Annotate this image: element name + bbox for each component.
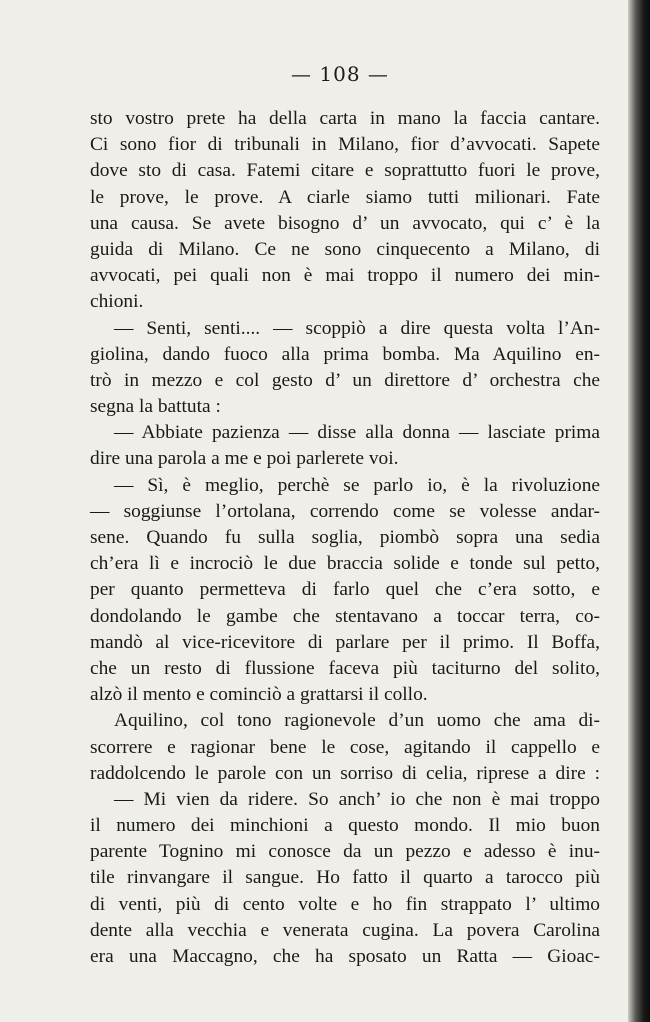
text-line: sto vostro prete ha della carta in mano la faccia cantare. [90,108,600,129]
text-line: parente Tognino mi conosce da un pezzo e adesso è inu- [90,841,600,863]
text-line: mandò al vice-ricevitore di parlare per il primo. Il Boffa, [90,631,600,653]
text-line: giolina, dando fuoco alla prima bomba. Ma Aquilino en- [90,343,600,365]
text-line: chioni. [90,291,144,313]
text-line: scorrere e ragionar bene le cose, agitando il cappello e [90,736,600,758]
text-line: guida di Milano. Ce ne sono cinquecento a Milano, di [90,238,600,260]
text-line: Ci sono fior di tribunali in Milano, fior d’avvocati. Sapete [90,134,600,156]
text-line: dove sto di casa. Fatemi citare e soprattutto fuori le prove, [90,160,600,182]
text-line: — soggiunse l’ortolana, correndo come se volesse andar- [90,500,600,522]
text-line: alzò il mento e cominciò a grattarsi il collo. [90,684,428,706]
text-line: — Sì, è meglio, perchè se parlo io, è la rivoluzione [114,474,600,496]
text-line: per quanto permetteva di farlo quel che c’era sotto, e [90,579,600,601]
text-line: di venti, più di cento volte e ho fin strappato l’ ultimo [90,893,600,915]
text-line: che un resto di flussione faceva più taciturno del solito, [90,657,600,679]
text-line: segna la battuta : [90,396,221,418]
text-line: il numero dei minchioni a questo mondo. Il mio buon [90,815,600,837]
page-number: — 108 — [291,62,389,86]
text-line: trò in mezzo e col gesto d’ un direttore d’ orchestra che [90,369,600,391]
text-line: avvocati, pei quali non è mai troppo il numero dei min- [90,265,600,287]
text-line: dente alla vecchia e venerata cugina. La povera Carolina [90,919,600,941]
text-line: ch’era lì e incrociò le due braccia solide e tonde sul petto, [90,553,600,575]
text-line: una causa. Se avete bisogno d’ un avvocato, qui c’ è la [90,212,600,234]
text-line: Aquilino, col tono ragionevole d’un uomo che ama di- [114,710,600,732]
text-line: dondolando le gambe che stentavano a toccar terra, co- [90,605,600,627]
text-line: era una Maccagno, che ha sposato un Ratta — Gioac- [90,946,600,967]
text-line: raddolcendo le parole con un sorriso di celia, riprese a dire : [90,762,600,784]
text-line: le prove, le prove. A ciarle siamo tutti milionari. Fate [90,186,600,208]
text-line: — Senti, senti.... — scoppiò a dire questa volta l’An- [114,317,600,339]
text-line: — Mi vien da ridere. So anch’ io che non è mai troppo [114,788,600,810]
page-binding-edge [628,0,650,1022]
text-line: — Abbiate pazienza — disse alla donna — lasciate prima [114,422,600,444]
text-line: sene. Quando fu sulla soglia, piombò sopra una sedia [90,527,600,548]
text-line: tile rinvangare il sangue. Ho fatto il quarto a tarocco più [90,867,600,889]
page-body-text [90,106,600,970]
text-line: dire una parola a me e poi parlerete voi. [90,448,399,470]
